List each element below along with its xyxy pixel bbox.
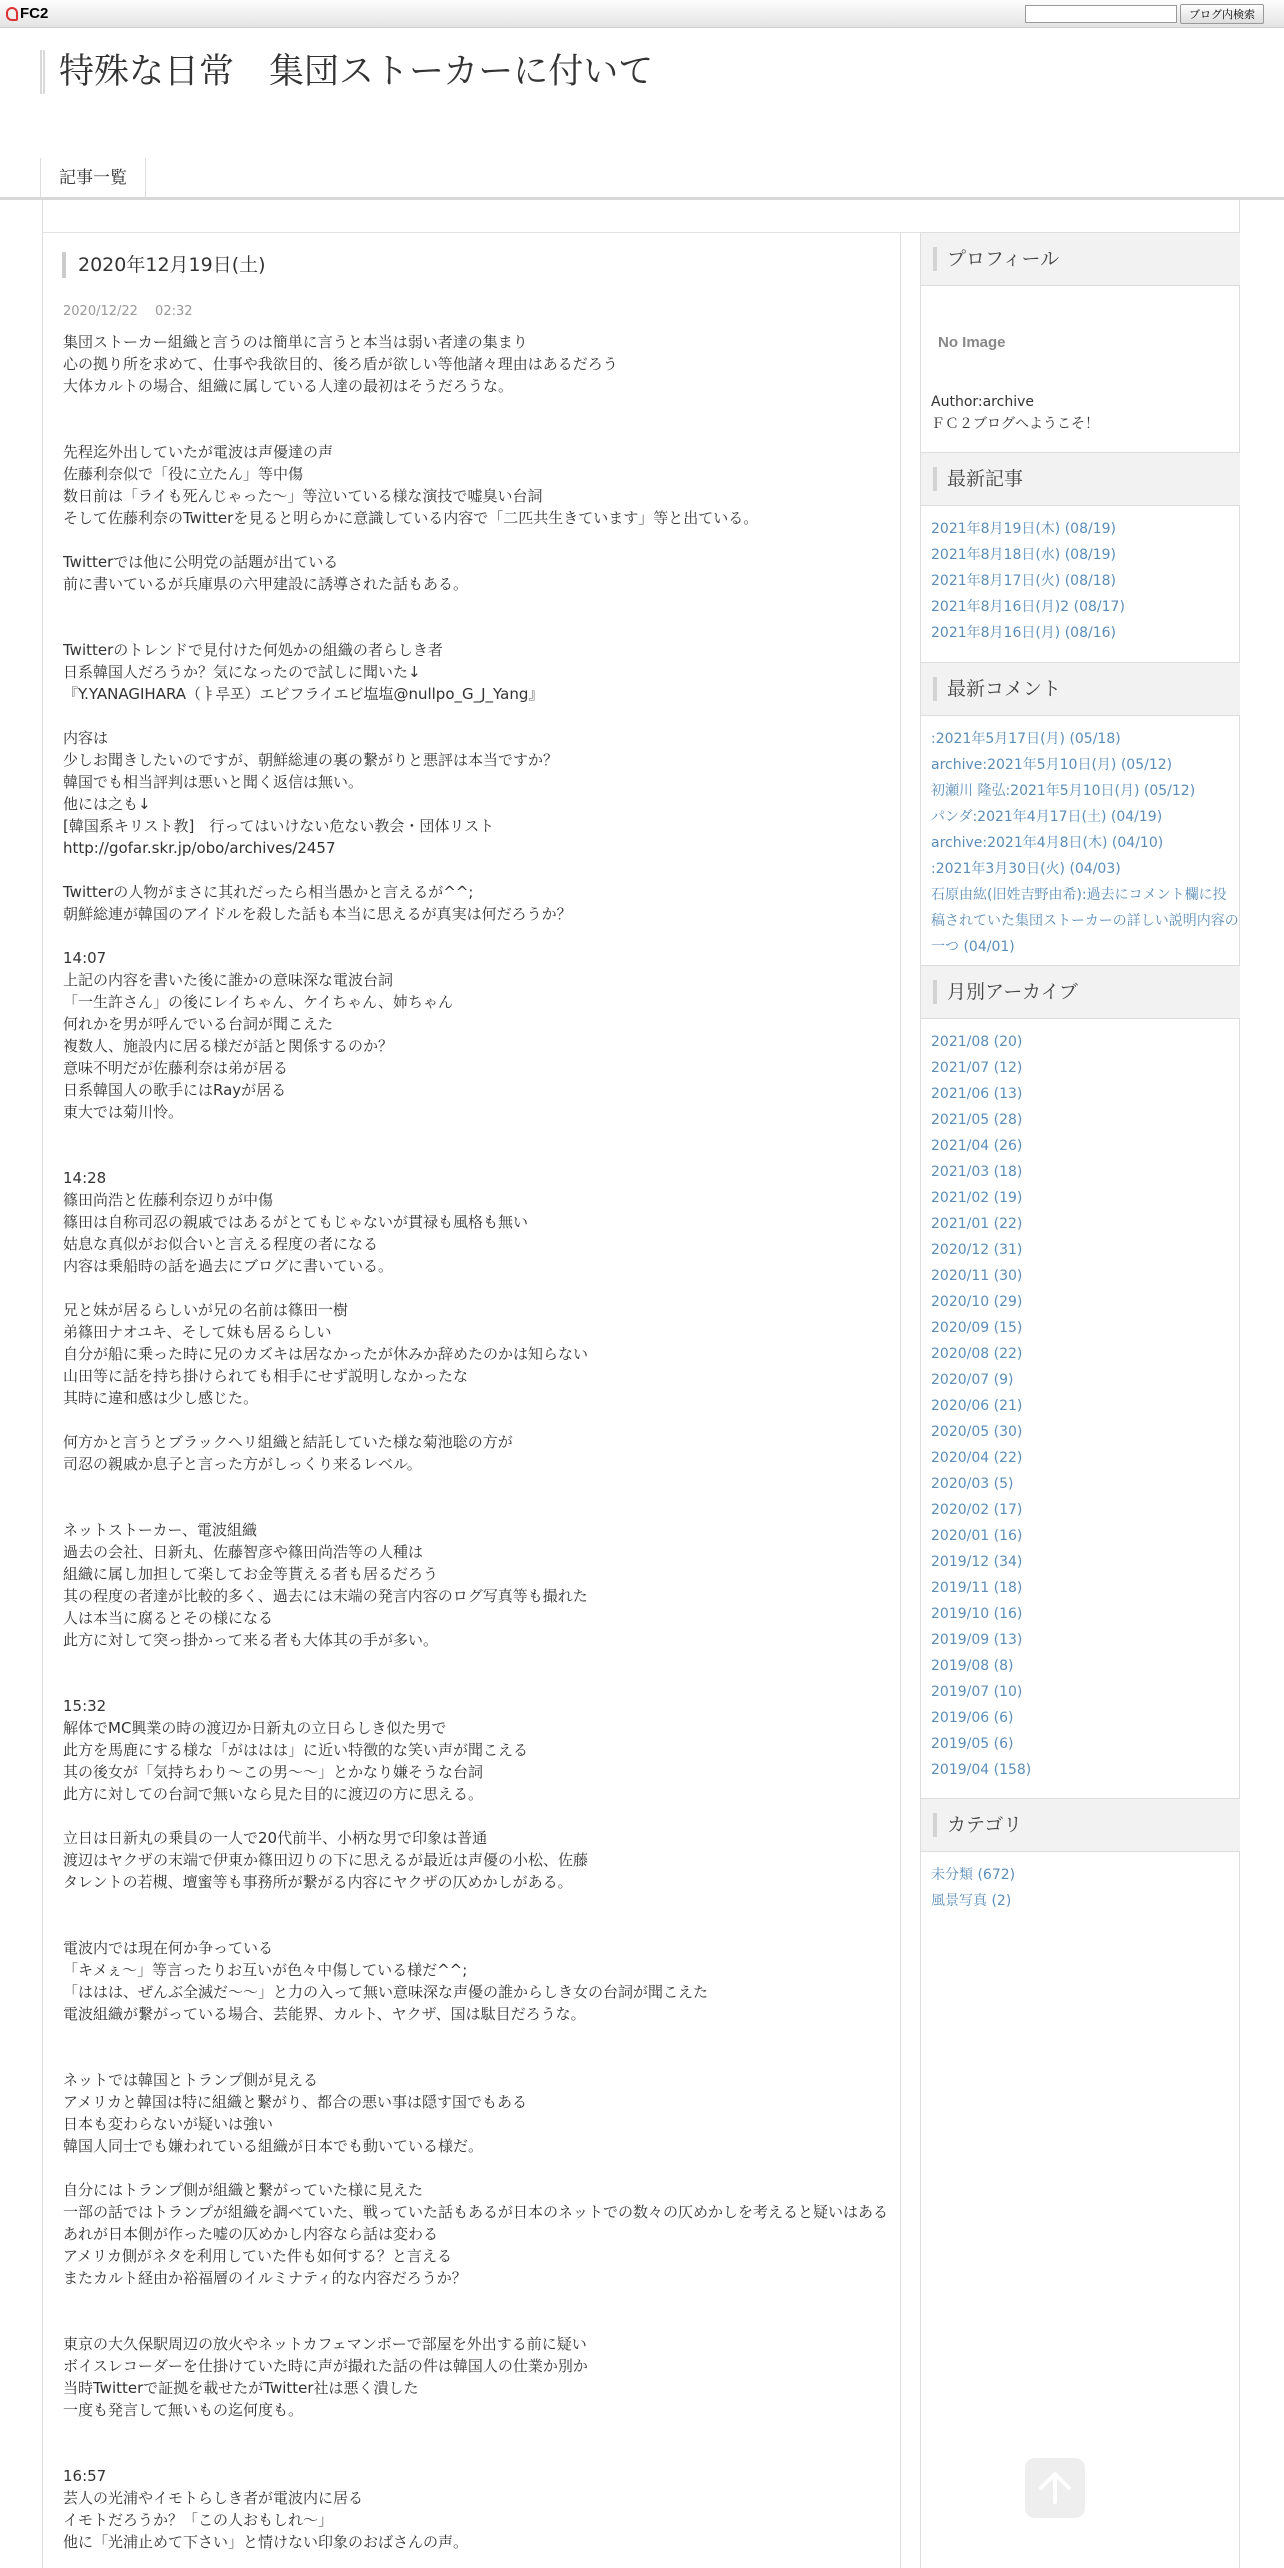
entry-line: Twitterのトレンドで見付けた何処かの組織の者らしき者 [63, 641, 443, 659]
sidebar-link[interactable]: 2019/09 (13) [931, 1632, 1023, 1648]
entry-line: 電波内では現在何か争っている [63, 1939, 274, 1957]
entry-line: 其時に違和感は少し感じた。 [63, 1389, 259, 1407]
entry-line: 立日は日新丸の乗員の一人で20代前半、小柄な男で印象は普通 [63, 1829, 488, 1847]
nav-entry-list[interactable]: 記事一覧 [40, 158, 146, 198]
entry-line: 15:32 [63, 1697, 107, 1715]
entry-line [63, 617, 888, 639]
entry-line: 日系韓国人の歌手にはRayが居る [63, 1081, 287, 1099]
entry-line: 集団ストーカー組織と言うのは簡単に言うと本当は弱い者達の集まり [63, 333, 528, 351]
entry-line: 人は本当に腐るとその様になる [63, 1609, 274, 1627]
sidebar-link[interactable]: 2021/05 (28) [931, 1112, 1023, 1128]
entry-line [63, 2421, 888, 2443]
entry-line: 意味不明だが佐藤利奈は弟が居る [63, 1059, 289, 1077]
entry-line: 自分にはトランプ側が組織と繋がっていた様に見えた [63, 2181, 424, 2199]
fc2-logo[interactable] [6, 5, 48, 22]
sidebar-link[interactable]: archive:2021年5月10日(月) (05/12) [931, 757, 1173, 773]
entry-line: イモトだろうか？「この人おもしれ～」 [63, 2511, 334, 2529]
profile-text [931, 391, 1240, 435]
entry-line [63, 2443, 888, 2465]
entry-line: 何方かと言うとブラックヘリ組織と結託していた様な菊池聡の方が [63, 1433, 513, 1451]
sidebar-link[interactable]: 2019/05 (6) [931, 1736, 1014, 1752]
archive-list [921, 1019, 1240, 1783]
entry-line [63, 2025, 888, 2047]
sidebar-link[interactable]: パンダ:2021年4月17日(土) (04/19) [931, 809, 1163, 825]
entry-line [63, 859, 888, 881]
profile-author: Author:archive [931, 394, 1034, 410]
sidebar-link[interactable]: 2020/08 (22) [931, 1346, 1023, 1362]
entry-line: 此方を馬鹿にする様な「がははは」に近い特徴的な笑い声が聞こえる [63, 1741, 529, 1759]
entry-line: 弟篠田ナオユキ、そして妹も居るらしい [63, 1323, 332, 1341]
sidebar-link[interactable]: 石原由紘(旧姓吉野由希):過去にコメント欄に投稿されていた集団ストーカーの詳しい説明内容の一つ (04/01) [931, 887, 1239, 955]
entry-line [63, 1915, 888, 1937]
entry-line: 篠田は自称司忍の親戚ではあるがとてもじゃないが貫禄も風格も無い [63, 1213, 529, 1231]
entry-line: 朝鮮総連が韓国のアイドルを殺した話も本当に思えるが真実は何だろうか？ [63, 905, 572, 923]
entry-line: 姑息な真似がお似合いと言える程度の者になる [63, 1235, 379, 1253]
plugin-title: プロフィール [921, 232, 1240, 286]
entry-line [63, 1145, 888, 1167]
plugin-title: 最新記事 [921, 452, 1240, 506]
entry-line: アメリカと韓国は特に組織と繋がり、都合の悪い事は隠す国でもある [63, 2093, 527, 2111]
entry-line: 当時Twitterで証拠を載せたがTwitter社は悪く潰した [63, 2379, 419, 2397]
entry-line: 14:28 [63, 1169, 107, 1187]
sidebar-link[interactable]: :2021年5月17日(月) (05/18) [931, 731, 1121, 747]
entry-line: 此方に対して突っ掛かって来る者も大体其の手が多い。 [63, 1631, 439, 1649]
profile-welcome: ＦＣ２ブログへようこそ！ [931, 416, 1099, 432]
entry-line: 自分が船に乗った時に兄のカズキは居なかったが休みか辞めたのかは知らない [63, 1345, 589, 1363]
entry-line: 複数人、施設内に居る様だが話と関係するのか？ [63, 1037, 394, 1055]
entry-line: タレントの若槻、壇蜜等も事務所が繋がる内容にヤクザの仄めかしがある。 [63, 1873, 573, 1891]
entry-line: [韓国系キリスト教] 行ってはいけない危ない教会・団体リスト [63, 817, 495, 835]
entry-line: 此方に対しての台詞で無いなら見た目的に渡辺の方に思える。 [63, 1785, 484, 1803]
sidebar-link[interactable]: 2019/12 (34) [931, 1554, 1023, 1570]
sidebar-link[interactable]: 2019/04 (158) [931, 1762, 1032, 1778]
entry-line: 東大では菊川怜。 [63, 1103, 184, 1121]
sidebar-link[interactable]: 初瀬川 隆弘:2021年5月10日(月) (05/12) [931, 783, 1196, 799]
sidebar-link[interactable]: 2019/06 (6) [931, 1710, 1014, 1726]
entry-line: 数日前は「ライも死んじゃった～」等泣いている様な演技で嘘臭い台詞 [63, 487, 543, 505]
sidebar-link[interactable]: 2019/11 (18) [931, 1580, 1023, 1596]
entry-line: 一部の話ではトランプが組織を調べていた、戦っていた話もあるが日本のネットでの数々の仄めかしを考えると疑いはある [63, 2203, 889, 2221]
sidebar-link[interactable]: 2020/06 (21) [931, 1398, 1023, 1414]
entry-line: 『Y.YANAGIHARA（ㅑ루포）エビフライエビ塩塩@nullpo_G_J_Yang』 [63, 685, 544, 703]
entry-line: 14:07 [63, 949, 107, 967]
entry-line: 山田等に話を持ち掛けられても相手にせず説明しなかったな [63, 1367, 469, 1385]
entry-line: ボイスレコーダーを仕掛けていた時に声が撮れた話の件は韓国人の仕業か別か [63, 2357, 588, 2375]
sidebar-link[interactable]: 2021/04 (26) [931, 1138, 1023, 1154]
entry-line: 前に書いているが兵庫県の六甲建設に誘導された話もある。 [63, 575, 469, 593]
blog-title[interactable]: 特殊な日常 集団ストーカーに付いて [40, 50, 653, 94]
entry-line: アメリカ側がネタを利用していた件も如何する？と言える [63, 2247, 452, 2265]
entry-line: 他には之も↓ [63, 795, 151, 813]
entry-line: そして佐藤利奈のTwitterを見ると明らかに意識している内容で「二匹共生きています」等と出ている。 [63, 509, 759, 527]
sidebar-link[interactable]: 2020/07 (9) [931, 1372, 1014, 1388]
entry-line: 其の程度の者達が比較的多く、過去には末端の発言内容のログ写真等も撮れた [63, 1587, 588, 1605]
recent-comments-list [921, 716, 1240, 960]
entry-line: 一度も発言して無いもの迄何度も。 [63, 2401, 304, 2419]
plugin-categories [921, 1798, 1240, 1914]
entry-line: 過去の会社、日新丸、佐藤智彦や篠田尚浩等の人種は [63, 1543, 424, 1561]
entry-line [63, 1277, 888, 1299]
sidebar-link[interactable]: 2019/08 (8) [931, 1658, 1014, 1674]
sidebar-link[interactable]: 2021/02 (19) [931, 1190, 1023, 1206]
entry-line: 「ははは、ぜんぶ全滅だ～～」と力の入って無い意味深な声優の誰からしき女の台詞が聞こえた [63, 1983, 709, 2001]
entry-line: 司忍の親戚か息子と言った方がしっくり来るレベル。 [63, 1455, 422, 1473]
entry-line [63, 1651, 888, 1673]
entry-line: 何れかを男が呼んでいる台詞が聞こえた [63, 1015, 334, 1033]
entry-line [63, 419, 888, 441]
sidebar-link[interactable]: 2021/01 (22) [931, 1216, 1023, 1232]
sidebar-link[interactable]: 2019/07 (10) [931, 1684, 1023, 1700]
plugin-archives [921, 965, 1240, 1783]
entry-line: 少しお聞きしたいのですが、朝鮮総連の裏の繋がりと悪評は本当ですか？ [63, 751, 559, 769]
plugin-title: 月別アーカイブ [921, 965, 1240, 1019]
entry-line: 大体カルトの場合、組織に属している人達の最初はそうだろうな。 [63, 377, 514, 395]
sidebar-link[interactable]: 2019/10 (16) [931, 1606, 1023, 1622]
entry-line [63, 529, 888, 551]
entry-line: 日本も変わらないが疑いは強い [63, 2115, 274, 2133]
plugin-recent-comments [921, 662, 1240, 960]
entry-line: またカルト経由か裕福層のイルミナティ的な内容だろうか？ [63, 2269, 467, 2287]
entry-line: 先程迄外出していたが電波は声優達の声 [63, 443, 334, 461]
main-column-border [900, 232, 901, 2568]
entry-line: 其の後女が「気持ちわり～この男～～」とかなり嫌そうな台詞 [63, 1763, 484, 1781]
entry-title[interactable]: 2020年12月19日(土) [62, 252, 266, 278]
entry-line [63, 1409, 888, 1431]
entry-line: 「キメぇ～」等言ったりお互いが色々中傷している様だ^^; [63, 1961, 468, 1979]
entry-line [63, 925, 888, 947]
page-top-button[interactable] [1025, 2458, 1085, 2518]
sidebar-link[interactable]: 2021/08 (20) [931, 1034, 1023, 1050]
sidebar-link[interactable]: 2020/10 (29) [931, 1294, 1023, 1310]
entry-line: 他に「光浦止めて下さい」と情けない印象のおばさんの声。 [63, 2533, 469, 2551]
profile-no-image: No Image [938, 334, 1006, 351]
entry-line: 芸人の光浦やイモトらしき者が電波内に居る [63, 2489, 364, 2507]
sidebar-link[interactable]: 2020/11 (30) [931, 1268, 1023, 1284]
entry-line: 日系韓国人だろうか？気になったので試しに聞いた↓ [63, 663, 421, 681]
entry-line [63, 705, 888, 727]
sidebar-link[interactable]: 2020/03 (5) [931, 1476, 1014, 1492]
category-list [921, 1852, 1240, 1914]
entry-line: あれが日本側が作った嘘の仄めかし内容なら話は変わる [63, 2225, 439, 2243]
entry-line [63, 2047, 888, 2069]
plugin-title: 最新コメント [921, 662, 1240, 716]
plugin-profile [921, 232, 1240, 435]
entry-line: 東京の大久保駅周辺の放火やネットカフェマンボーで部屋を外出する前に疑い [63, 2335, 587, 2353]
entry-line [63, 1475, 888, 1497]
entry-line [63, 595, 888, 617]
entry-line: Twitterでは他に公明党の話題が出ている [63, 553, 339, 571]
entry-line: ネットでは韓国とトランプ側が見える [63, 2071, 319, 2089]
entry-line: 佐藤利奈似で「役に立たん」等中傷 [63, 465, 304, 483]
entry-line [63, 1123, 888, 1145]
sidebar-link[interactable]: 未分類 (672) [931, 1867, 1016, 1883]
entry-line: 内容は [63, 729, 109, 747]
recent-entries-list [921, 506, 1240, 646]
entry-date: 2020/12/22 02:32 [63, 304, 193, 319]
blog-search-input[interactable] [1025, 5, 1177, 23]
sidebar-link[interactable]: :2021年3月30日(火) (04/03) [931, 861, 1121, 877]
entry-line: 上記の内容を書いた後に誰かの意味深な電波台詞 [63, 971, 394, 989]
entry-line: 組織に属し加担して楽してお金等貰える者も居るだろう [63, 1565, 439, 1583]
fc2-toolbar [0, 0, 1284, 28]
sidebar-link[interactable]: 2020/01 (16) [931, 1528, 1023, 1544]
plugin-recent-entries [921, 452, 1240, 646]
entry-line [63, 1893, 888, 1915]
sidebar-link[interactable]: 2021/06 (13) [931, 1086, 1023, 1102]
entry-line [63, 2311, 888, 2333]
sidebar-link[interactable]: 2021年8月16日(月) (08/16) [931, 625, 1116, 641]
arrow-up-icon [1035, 2468, 1075, 2508]
sidebar-link[interactable]: 2021年8月19日(木) (08/19) [931, 521, 1116, 537]
sidebar-link[interactable]: 2021/03 (18) [931, 1164, 1023, 1180]
plugin-title: カテゴリ [921, 1798, 1240, 1852]
entry-line: 韓国でも相当評判は悪いと聞く返信は無い。 [63, 773, 364, 791]
blog-search-button[interactable]: ブログ内検索 [1180, 4, 1264, 24]
sidebar-link[interactable]: 2021年8月16日(月)2 (08/17) [931, 599, 1125, 615]
sidebar-link[interactable]: 2020/05 (30) [931, 1424, 1023, 1440]
entry-body [63, 331, 888, 2553]
sidebar-link[interactable]: 2021/07 (12) [931, 1060, 1023, 1076]
sidebar-link[interactable]: 2021年8月18日(水) (08/19) [931, 547, 1116, 563]
entry-line [63, 1673, 888, 1695]
entry-line: http://gofar.skr.jp/obo/archives/2457 [63, 839, 336, 857]
sidebar-link[interactable]: 2020/12 (31) [931, 1242, 1023, 1258]
entry-line [63, 1497, 888, 1519]
entry-line: Twitterの人物がまさに其れだったら相当愚かと言えるが^^; [63, 883, 474, 901]
entry-line: 内容は乗船時の話を過去にブログに書いている。 [63, 1257, 394, 1275]
entry-line: 解体でMC興業の時の渡辺か日新丸の立日らしき似た男で [63, 1719, 447, 1737]
sidebar-link[interactable]: 2020/02 (17) [931, 1502, 1023, 1518]
entry-line: 韓国人同士でも嫌われている組織が日本でも動いている様だ。 [63, 2137, 484, 2155]
entry-line [63, 2157, 888, 2179]
entry-line: ネットストーカー、電波組織 [63, 1521, 257, 1539]
entry-line [63, 1805, 888, 1827]
sidebar-link[interactable]: archive:2021年4月8日(木) (04/10) [931, 835, 1164, 851]
entry-line: 電波組織が繋がっている場合、芸能界、カルト、ヤクザ、国は駄目だろうな。 [63, 2005, 586, 2023]
entry-line: 心の拠り所を求めて、仕事や我欲目的、後ろ盾が欲しい等他諸々理由はあるだろう [63, 355, 618, 373]
entry-line: 「一生許さん」の後にレイちゃん、ケイちゃん、姉ちゃん [63, 993, 454, 1011]
sidebar-link[interactable]: 2020/09 (15) [931, 1320, 1023, 1336]
sidebar-link[interactable]: 2020/04 (22) [931, 1450, 1023, 1466]
entry-line: 兄と妹が居るらしいが兄の名前は篠田一樹 [63, 1301, 349, 1319]
entry-line [63, 397, 888, 419]
entry-line: 16:57 [63, 2467, 107, 2485]
entry-line: 篠田尚浩と佐藤利奈辺りが中傷 [63, 1191, 274, 1209]
entry-line: 渡辺はヤクザの末端で伊東か篠田辺りの下に思えるが最近は声優の小松、佐藤 [63, 1851, 589, 1869]
fc2-logo-text: FC2 [20, 5, 49, 22]
entry-line [63, 2289, 888, 2311]
fc2-logo-icon [6, 7, 18, 21]
sidebar-link[interactable]: 風景写真 (2) [931, 1893, 1012, 1909]
sidebar-link[interactable]: 2021年8月17日(火) (08/18) [931, 573, 1116, 589]
